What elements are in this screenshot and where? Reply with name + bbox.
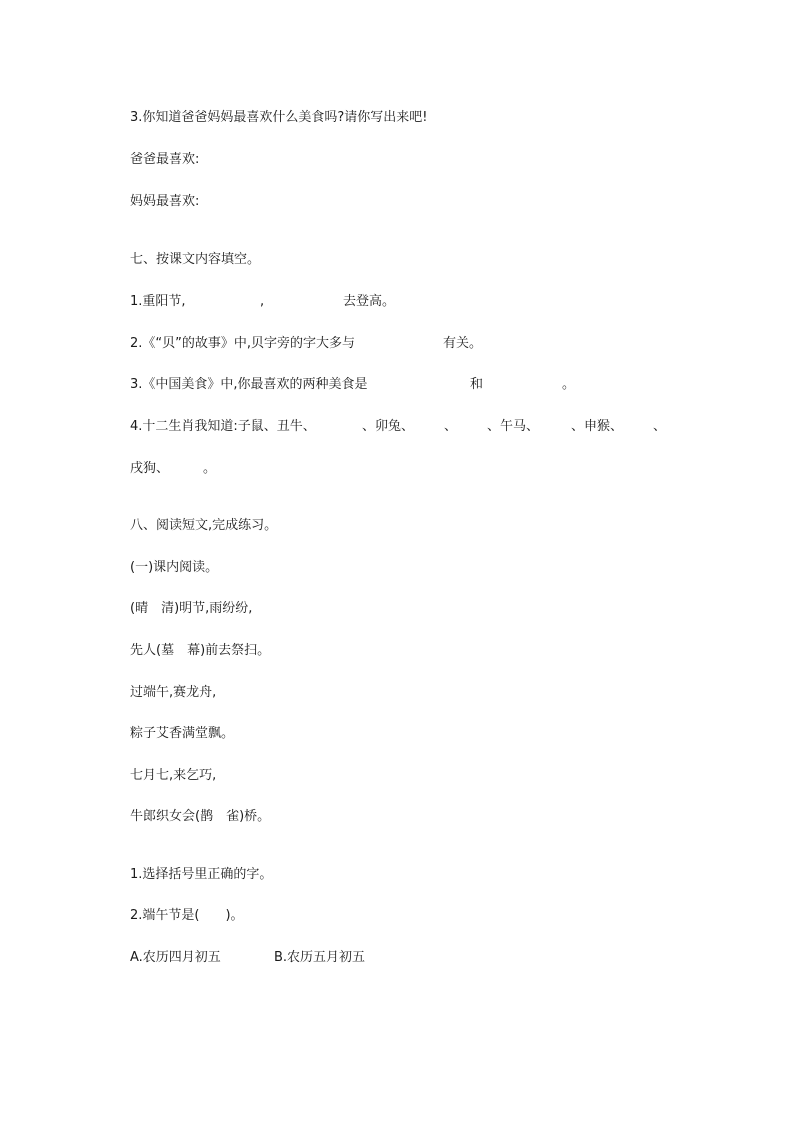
dad-favorite-label: 爸爸最喜欢: xyxy=(130,152,200,167)
section-7-title: 七、按课文内容填空。 xyxy=(130,252,261,267)
option-a: A.农历四月初五 xyxy=(130,950,221,965)
fill-text: 、 xyxy=(444,419,458,434)
poem-line: (晴 清)明节,雨纷纷, xyxy=(130,601,253,616)
reading-question-2: 2.端午节是( )。 xyxy=(130,908,244,923)
fill-text: 1.重阳节, xyxy=(130,294,186,309)
fill-text: 、午马、 xyxy=(487,419,540,434)
fill-text: 3.《中国美食》中,你最喜欢的两种美食是 xyxy=(130,377,368,392)
fill-text: 4.十二生肖我知道:子鼠、丑牛、 xyxy=(130,419,316,434)
fill-text: 、 xyxy=(653,419,667,434)
fill-text: 。 xyxy=(562,377,576,392)
poem-line: 牛郎织女会(鹊 雀)桥。 xyxy=(130,809,271,824)
poem-line: 粽子艾香满堂飘。 xyxy=(130,726,235,741)
fill-text: 有关。 xyxy=(443,336,483,351)
mom-favorite-label: 妈妈最喜欢: xyxy=(130,194,200,209)
section-8-subtitle: (一)课内阅读。 xyxy=(130,560,219,575)
question-mom-dad-food: 3.你知道爸爸妈妈最喜欢什么美食吗?请你写出来吧! xyxy=(130,110,428,125)
fill-text: 2.《“贝”的故事》中,贝字旁的字大多与 xyxy=(130,336,356,351)
fill-text: , xyxy=(260,294,265,309)
poem-line: 七月七,来乞巧, xyxy=(130,768,217,783)
option-b: B.农历五月初五 xyxy=(274,950,366,965)
section-8-title: 八、阅读短文,完成练习。 xyxy=(130,518,278,533)
fill-text: 去登高。 xyxy=(343,294,396,309)
fill-text: 、申猴、 xyxy=(571,419,624,434)
poem-line: 先人(墓 幕)前去祭扫。 xyxy=(130,643,271,658)
fill-text: 戌狗、 xyxy=(130,461,170,476)
reading-question-1: 1.选择括号里正确的字。 xyxy=(130,867,273,882)
poem-line: 过端午,赛龙舟, xyxy=(130,685,217,700)
fill-text: 、卯兔、 xyxy=(362,419,415,434)
fill-text: 和 xyxy=(470,377,484,392)
fill-text: 。 xyxy=(203,461,217,476)
